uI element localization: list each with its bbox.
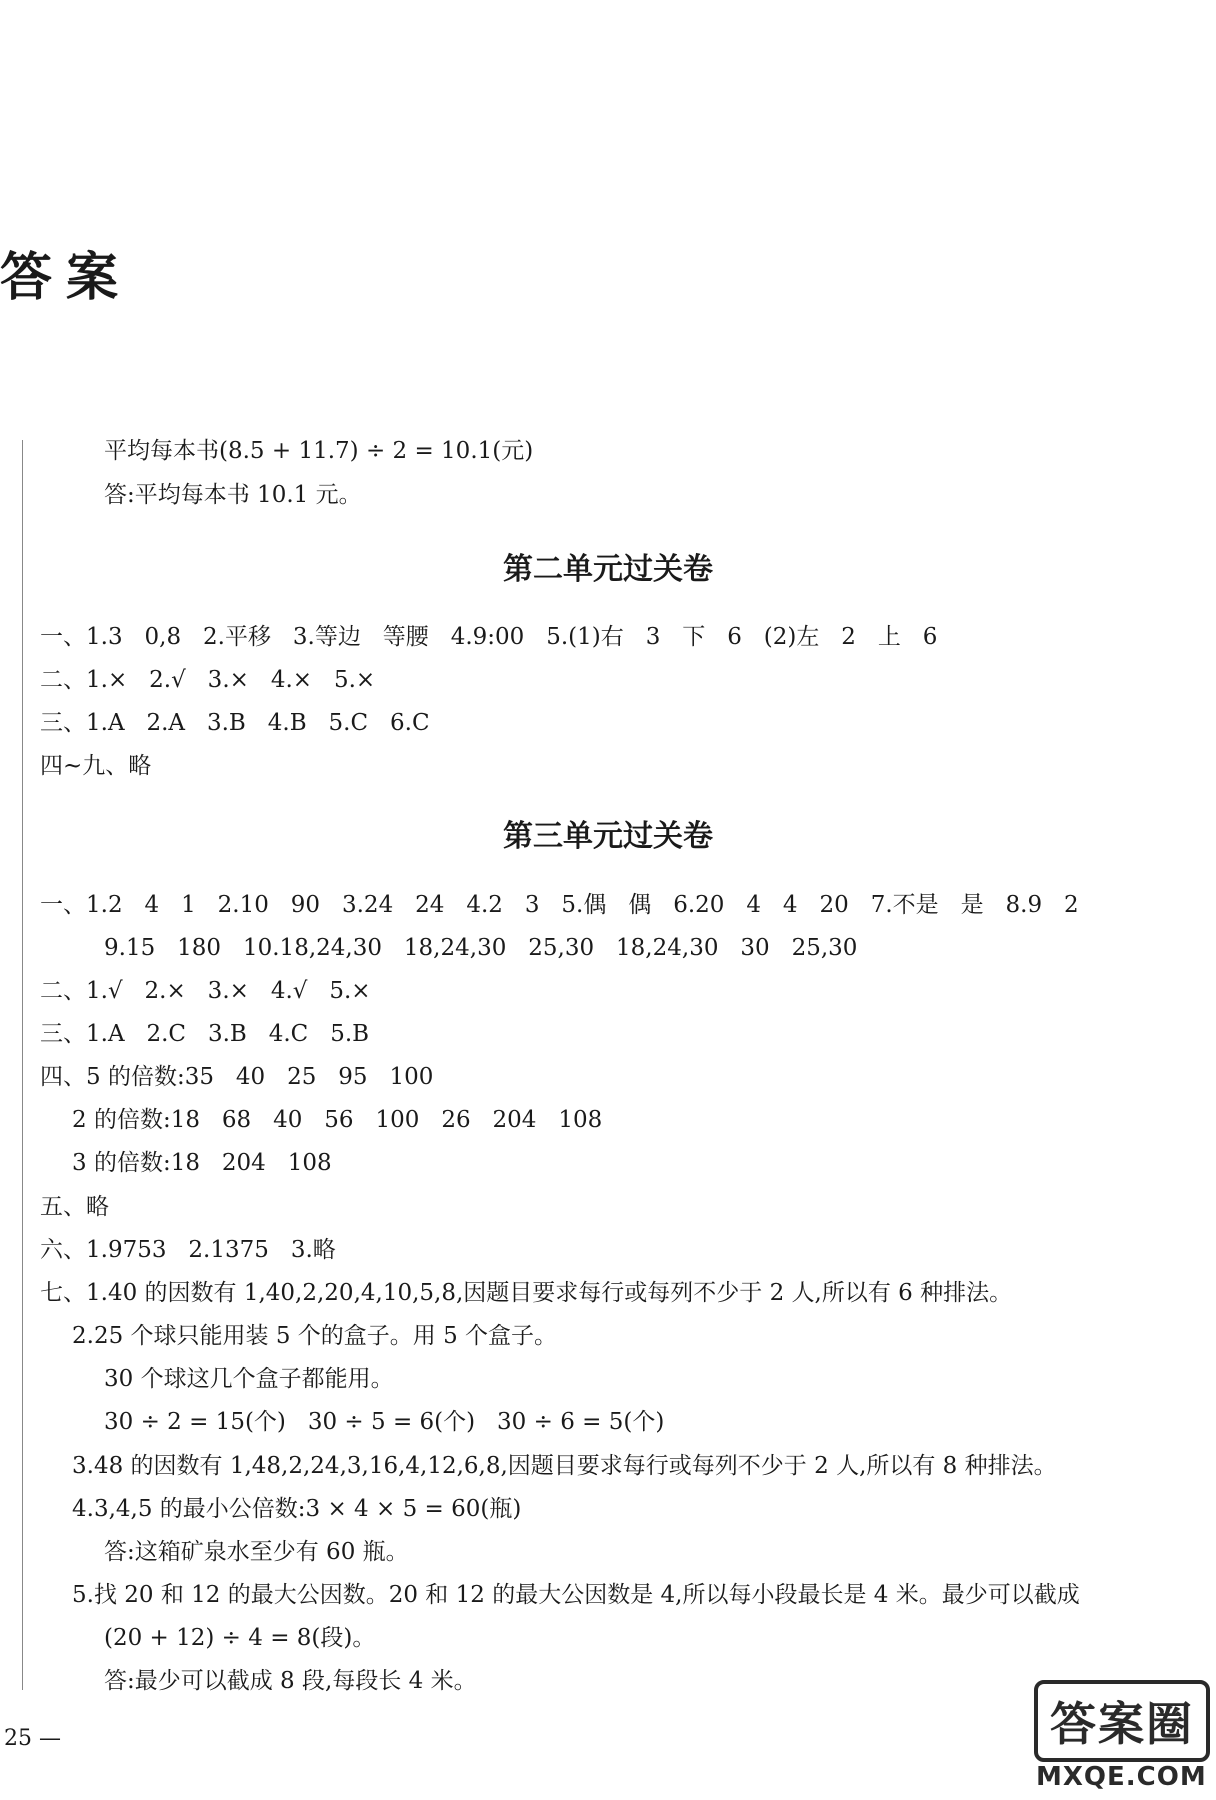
answer-line: 一、1.2 4 1 2.10 90 3.24 24 4.2 3 5.偶 偶 6.20 4 4 20 7.不是 是 8.9 2	[40, 892, 1079, 918]
answer-line: 30 个球这几个盒子都能用。	[104, 1366, 394, 1392]
answer-line: (20 + 12) ÷ 4 = 8(段)。	[104, 1625, 376, 1651]
section-title-unit2: 第二单元过关卷	[503, 552, 713, 587]
answer-line: 一、1.3 0,8 2.平移 3.等边 等腰 4.9:00 5.(1)右 3 下 6 (2)左 2 上 6	[40, 624, 938, 650]
watermark-badge: 答案圈	[1034, 1680, 1210, 1762]
answer-line: 答:这箱矿泉水至少有 60 瓶。	[104, 1539, 409, 1565]
answer-line: 3.48 的因数有 1,48,2,24,3,16,4,12,6,8,因题目要求每行或每列不少于 2 人,所以有 8 种排法。	[72, 1453, 1057, 1479]
answer-line: 五、略	[40, 1194, 109, 1220]
answer-line: 三、1.A 2.A 3.B 4.B 5.C 6.C	[40, 710, 430, 736]
page-heading: 答案	[0, 248, 133, 308]
answer-line: 六、1.9753 2.1375 3.略	[40, 1237, 336, 1263]
answer-line: 平均每本书(8.5 + 11.7) ÷ 2 = 10.1(元)	[104, 438, 534, 464]
answer-line: 2 的倍数:18 68 40 56 100 26 204 108	[72, 1107, 603, 1133]
answer-line: 二、1.√ 2.× 3.× 4.√ 5.×	[40, 978, 371, 1004]
answer-line: 5.找 20 和 12 的最大公因数。20 和 12 的最大公因数是 4,所以每小段最长是 4 米。最少可以截成	[72, 1582, 1080, 1608]
page-number: 25 —	[4, 1726, 61, 1751]
answer-line: 4.3,4,5 的最小公倍数:3 × 4 × 5 = 60(瓶)	[72, 1496, 522, 1522]
margin-rule	[22, 440, 23, 1690]
answer-line: 四~九、略	[40, 753, 152, 779]
watermark-url: MXQE.COM	[1036, 1762, 1207, 1792]
answer-line: 二、1.× 2.√ 3.× 4.× 5.×	[40, 667, 376, 693]
answer-line: 答:最少可以截成 8 段,每段长 4 米。	[104, 1668, 477, 1694]
answer-line: 答:平均每本书 10.1 元。	[104, 482, 362, 508]
answer-line: 3 的倍数:18 204 108	[72, 1150, 332, 1176]
answer-line: 2.25 个球只能用装 5 个的盒子。用 5 个盒子。	[72, 1323, 558, 1349]
watermark-logo	[1034, 1680, 1208, 1792]
answer-line: 30 ÷ 2 = 15(个) 30 ÷ 5 = 6(个) 30 ÷ 6 = 5(个)	[104, 1409, 665, 1435]
section-title-unit3: 第三单元过关卷	[503, 819, 713, 854]
answer-line: 七、1.40 的因数有 1,40,2,20,4,10,5,8,因题目要求每行或每列不少于 2 人,所以有 6 种排法。	[40, 1280, 1013, 1306]
answer-line: 三、1.A 2.C 3.B 4.C 5.B	[40, 1021, 370, 1047]
answer-line: 9.15 180 10.18,24,30 18,24,30 25,30 18,24,30 30 25,30	[104, 935, 858, 961]
answer-line: 四、5 的倍数:35 40 25 95 100	[40, 1064, 434, 1090]
